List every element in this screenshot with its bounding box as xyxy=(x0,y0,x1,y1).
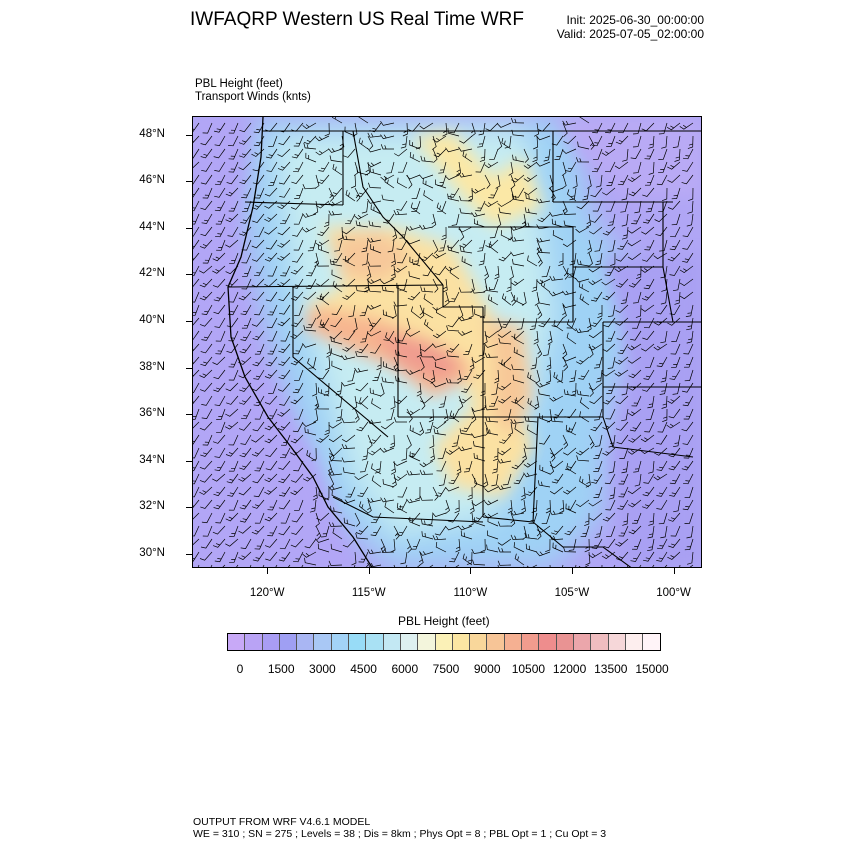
colorbar-swatch xyxy=(245,634,262,650)
colorbar-swatch xyxy=(418,634,435,650)
lat-tick xyxy=(186,414,192,415)
colorbar-swatch xyxy=(314,634,331,650)
colorbar-swatch xyxy=(539,634,556,650)
colorbar-label: 12000 xyxy=(552,662,587,676)
lat-label: 30°N xyxy=(139,547,165,560)
colorbar-swatch xyxy=(366,634,383,650)
lat-tick xyxy=(186,507,192,508)
pbl-map xyxy=(193,117,702,568)
colorbar-swatch xyxy=(643,634,660,650)
colorbar-swatch xyxy=(626,634,643,650)
model-info xyxy=(193,816,606,840)
colorbar-swatch xyxy=(505,634,522,650)
colorbar-swatch xyxy=(609,634,626,650)
colorbar xyxy=(227,633,661,651)
lon-tick xyxy=(369,568,370,574)
lat-label: 42°N xyxy=(139,267,165,280)
field-winds-label: Transport Winds (knts) xyxy=(195,91,311,103)
lat-label: 44°N xyxy=(139,220,165,233)
map-panel xyxy=(192,116,702,568)
lon-label: 110°W xyxy=(453,587,488,599)
colorbar-label: 1500 xyxy=(267,662,295,676)
lon-tick xyxy=(674,568,675,574)
lat-tick xyxy=(186,135,192,136)
colorbar-swatch xyxy=(557,634,574,650)
lon-tick xyxy=(572,568,573,574)
lat-label: 36°N xyxy=(139,407,165,420)
model-version: OUTPUT FROM WRF V4.6.1 MODEL xyxy=(193,816,371,828)
colorbar-swatch xyxy=(280,634,297,650)
colorbar-swatch xyxy=(401,634,418,650)
colorbar-label: 13500 xyxy=(594,662,628,676)
colorbar-label: 0 xyxy=(236,662,244,676)
lat-label: 34°N xyxy=(139,453,165,466)
colorbar-swatch xyxy=(332,634,349,650)
colorbar-label: 7500 xyxy=(432,662,460,676)
lat-tick xyxy=(186,181,192,182)
init-time: Init: 2025-06-30_00:00:00 xyxy=(566,13,704,27)
colorbar-label: 9000 xyxy=(473,662,501,676)
page-title: IWFAQRP Western US Real Time WRF xyxy=(190,9,524,30)
lon-tick xyxy=(267,568,268,574)
pbl-field xyxy=(193,117,702,568)
model-config: WE = 310 ; SN = 275 ; Levels = 38 ; Dis = 8km ; Phys Opt = 8 ; PBL Opt = 1 ; Cu Opt = 3 xyxy=(193,828,607,840)
lon-tick xyxy=(470,568,471,574)
colorbar-swatch xyxy=(470,634,487,650)
lat-label: 32°N xyxy=(139,500,165,513)
lat-label: 38°N xyxy=(139,360,165,373)
field-pbl-label: PBL Height (feet) xyxy=(195,78,283,90)
colorbar-swatch xyxy=(297,634,314,650)
run-times xyxy=(557,13,704,41)
lat-tick xyxy=(186,321,192,322)
lat-tick xyxy=(186,274,192,275)
colorbar-label: 3000 xyxy=(309,662,336,676)
lat-label: 46°N xyxy=(139,174,165,187)
lon-label: 120°W xyxy=(249,587,285,599)
lat-label: 48°N xyxy=(139,127,165,140)
lat-tick xyxy=(186,461,192,462)
colorbar-swatch xyxy=(453,634,470,650)
colorbar-swatch xyxy=(349,634,366,650)
lat-tick xyxy=(186,368,192,369)
lon-label: 115°W xyxy=(351,587,386,599)
colorbar-title: PBL Height (feet) xyxy=(398,614,490,628)
lon-label: 100°W xyxy=(656,587,691,599)
field-legend xyxy=(195,78,311,104)
valid-time: Valid: 2025-07-05_02:00:00 xyxy=(556,27,704,41)
colorbar-swatch xyxy=(574,634,591,650)
colorbar-label: 15000 xyxy=(635,662,669,676)
colorbar-swatch xyxy=(487,634,504,650)
colorbar-label: 10500 xyxy=(511,662,546,676)
colorbar-label: 4500 xyxy=(350,662,377,676)
lat-label: 40°N xyxy=(139,314,165,327)
lat-tick xyxy=(186,228,192,229)
colorbar-swatch xyxy=(591,634,608,650)
lat-tick xyxy=(186,554,192,555)
colorbar-label: 6000 xyxy=(391,662,419,676)
colorbar-swatch xyxy=(263,634,280,650)
lon-label: 105°W xyxy=(554,587,590,599)
colorbar-swatch xyxy=(228,634,245,650)
colorbar-swatch xyxy=(384,634,401,650)
colorbar-swatch xyxy=(436,634,453,650)
colorbar-swatch xyxy=(522,634,539,650)
